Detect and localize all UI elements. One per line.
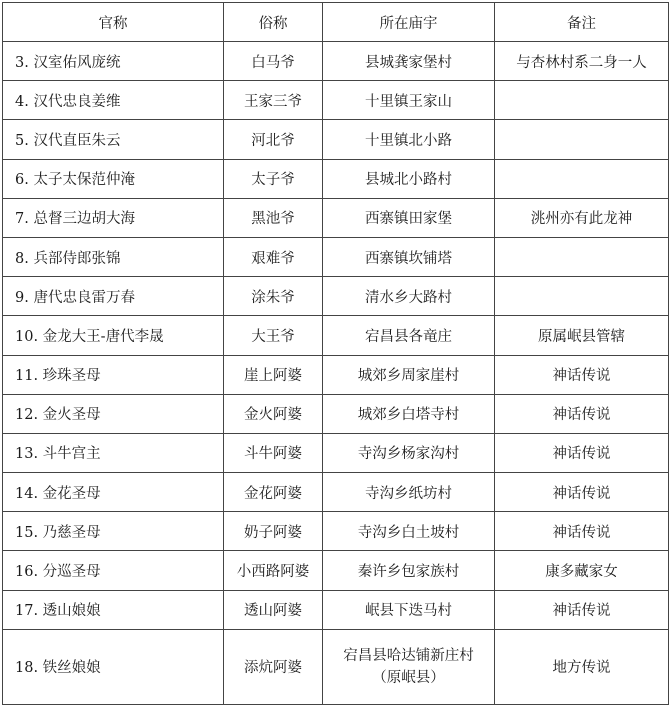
table-row (3, 433, 669, 472)
cell-common-name: 黑池爷 (224, 198, 323, 237)
cell-note: 原属岷县管辖 (495, 316, 669, 355)
cell-common-name: 奶子阿婆 (224, 512, 323, 551)
cell-temple: 岷县下迭马村 (323, 590, 495, 629)
cell-official-title: 15. 乃慈圣母 (3, 512, 224, 551)
cell-common-name: 白马爷 (224, 42, 323, 81)
cell-note: 洮州亦有此龙神 (495, 198, 669, 237)
header-note: 备注 (495, 3, 669, 42)
cell-temple: 城郊乡白塔寺村 (323, 394, 495, 433)
table-row (3, 629, 669, 704)
cell-official-title: 14. 金花圣母 (3, 473, 224, 512)
table-row (3, 198, 669, 237)
cell-temple: 十里镇北小路 (323, 120, 495, 159)
cell-note: 神话传说 (495, 355, 669, 394)
cell-note (495, 120, 669, 159)
table-row (3, 237, 669, 276)
cell-note (495, 159, 669, 198)
header-official-title: 官称 (3, 3, 224, 42)
cell-common-name: 太子爷 (224, 159, 323, 198)
cell-temple-line: （原岷县） (372, 669, 445, 686)
cell-note: 与杏林村系二身一人 (495, 42, 669, 81)
cell-common-name: 涂朱爷 (224, 277, 323, 316)
table-row (3, 81, 669, 120)
cell-note: 地方传说 (495, 629, 669, 704)
table-row (3, 159, 669, 198)
cell-common-name: 王家三爷 (224, 81, 323, 120)
cell-common-name: 崖上阿婆 (224, 355, 323, 394)
cell-temple: 县城龚家堡村 (323, 42, 495, 81)
header-temple: 所在庙宇 (323, 3, 495, 42)
cell-temple: 县城北小路村 (323, 159, 495, 198)
cell-note: 康多藏家女 (495, 551, 669, 590)
table-row (3, 590, 669, 629)
cell-temple: 西寨镇田家堡 (323, 198, 495, 237)
cell-temple: 城郊乡周家崖村 (323, 355, 495, 394)
table-row (3, 512, 669, 551)
cell-note: 神话传说 (495, 590, 669, 629)
cell-official-title: 7. 总督三边胡大海 (3, 198, 224, 237)
cell-temple (323, 629, 495, 704)
cell-note: 神话传说 (495, 394, 669, 433)
cell-official-title: 9. 唐代忠良雷万春 (3, 277, 224, 316)
table-row (3, 473, 669, 512)
cell-temple-line: 宕昌县哈达铺新庄村 (343, 647, 474, 664)
table-row (3, 316, 669, 355)
cell-note (495, 237, 669, 276)
cell-official-title: 4. 汉代忠良姜维 (3, 81, 224, 120)
header-common-name: 俗称 (224, 3, 323, 42)
table-row (3, 551, 669, 590)
cell-official-title: 11. 珍珠圣母 (3, 355, 224, 394)
cell-official-title: 10. 金龙大王-唐代李晟 (3, 316, 224, 355)
cell-common-name: 大王爷 (224, 316, 323, 355)
cell-temple: 十里镇王家山 (323, 81, 495, 120)
table-row (3, 394, 669, 433)
cell-common-name: 金火阿婆 (224, 394, 323, 433)
cell-official-title: 17. 透山娘娘 (3, 590, 224, 629)
cell-common-name: 添炕阿婆 (224, 629, 323, 704)
cell-official-title: 6. 太子太保范仲淹 (3, 159, 224, 198)
header-row (3, 3, 669, 42)
cell-note (495, 81, 669, 120)
cell-temple: 寺沟乡纸坊村 (323, 473, 495, 512)
cell-official-title: 18. 铁丝娘娘 (3, 629, 224, 704)
cell-official-title: 5. 汉代直臣朱云 (3, 120, 224, 159)
cell-common-name: 河北爷 (224, 120, 323, 159)
cell-temple: 清水乡大路村 (323, 277, 495, 316)
cell-official-title: 13. 斗牛宫主 (3, 433, 224, 472)
cell-common-name: 斗牛阿婆 (224, 433, 323, 472)
cell-common-name: 艰难爷 (224, 237, 323, 276)
cell-official-title: 16. 分巡圣母 (3, 551, 224, 590)
cell-official-title: 3. 汉室佑风庞统 (3, 42, 224, 81)
cell-temple: 寺沟乡杨家沟村 (323, 433, 495, 472)
cell-temple: 秦许乡包家族村 (323, 551, 495, 590)
cell-temple: 西寨镇坎铺塔 (323, 237, 495, 276)
cell-temple: 寺沟乡白土坡村 (323, 512, 495, 551)
cell-temple: 宕昌县各竜庄 (323, 316, 495, 355)
cell-official-title: 8. 兵部侍郎张锦 (3, 237, 224, 276)
cell-official-title: 12. 金火圣母 (3, 394, 224, 433)
cell-note: 神话传说 (495, 512, 669, 551)
deity-table (2, 2, 669, 705)
table-row (3, 277, 669, 316)
cell-common-name: 透山阿婆 (224, 590, 323, 629)
cell-common-name: 金花阿婆 (224, 473, 323, 512)
table-row (3, 120, 669, 159)
cell-common-name: 小西路阿婆 (224, 551, 323, 590)
table-row (3, 355, 669, 394)
table-row (3, 42, 669, 81)
cell-note: 神话传说 (495, 433, 669, 472)
cell-note: 神话传说 (495, 473, 669, 512)
cell-note (495, 277, 669, 316)
